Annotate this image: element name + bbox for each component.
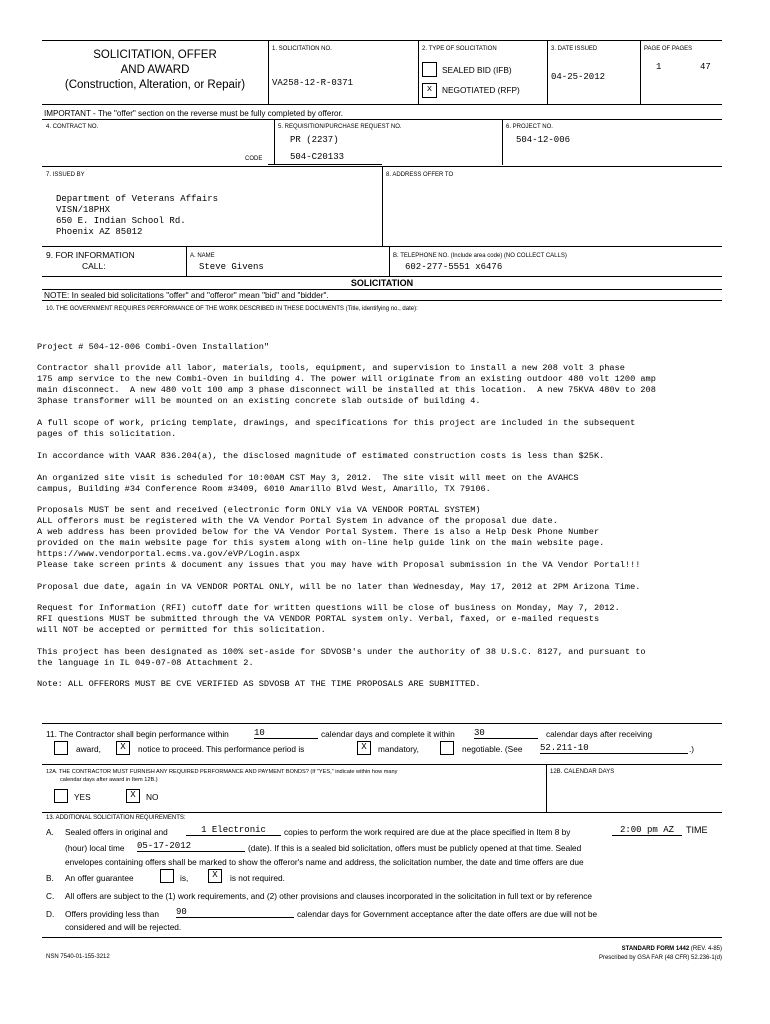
negotiable-label: negotiable. (See <box>462 744 523 754</box>
requisition-number: 504-C20133 <box>290 152 345 162</box>
issued-by-address <box>56 194 218 238</box>
issued-by-line: Phoenix AZ 85012 <box>56 227 143 237</box>
item13-letter-a: A. <box>46 827 54 837</box>
top-border <box>42 40 722 41</box>
item12a-label-2: calendar days after award in Item 12B.) <box>60 777 158 783</box>
project-no: 504-12-006 <box>516 135 571 145</box>
total-pages: 47 <box>700 62 711 72</box>
solicitation-no: VA258-12-R-0371 <box>272 78 354 88</box>
telephone: 602-277-5551 x6476 <box>405 262 503 272</box>
contract-no-label: 4. CONTRACT NO. <box>46 124 99 130</box>
item13-d-text-2: calendar days for Government acceptance after the date offers are due will not be <box>297 909 598 919</box>
telephone-label: B. TELEPHONE NO. (Include area code) (NO COLLECT CALLS) <box>393 253 567 259</box>
guarantee-not-label: is not required. <box>230 873 285 883</box>
days-complete-field[interactable]: 30 <box>474 728 538 739</box>
date-issued-label: 3. DATE ISSUED <box>551 46 598 52</box>
guarantee-not-checkbox[interactable]: X <box>208 869 222 883</box>
form-name: STANDARD FORM 1442 <box>621 946 690 952</box>
form-prescribed: Prescribed by GSA FAR (48 CFR) 52.236-1(d) <box>598 955 722 961</box>
page-number: 1 <box>656 62 662 72</box>
see-reference-field[interactable]: 52.211-10 <box>540 743 688 754</box>
item13-letter-c: C. <box>46 891 55 901</box>
time-label: TIME <box>686 825 708 835</box>
solicitation-heading: SOLICITATION <box>350 278 414 288</box>
negotiated-label: NEGOTIATED (RFP) <box>442 85 520 95</box>
issued-by-line: VISN/18PHX <box>56 205 111 215</box>
mandatory-label: mandatory, <box>378 744 419 754</box>
code-label: CODE <box>245 156 263 162</box>
form-revision: (REV. 4-85) <box>690 946 722 952</box>
work-paragraph-documents: A full scope of work, pricing template, drawings, and specifications for this project are included in the subsequent pages of this solicitation. <box>37 418 636 439</box>
info-label-1: 9. FOR INFORMATION <box>46 250 135 260</box>
item10-label: 10. THE GOVERNMENT REQUIRES PERFORMANCE OF THE WORK DESCRIBED IN THESE DOCUMENTS (Title, identifying no., date): <box>46 306 418 312</box>
issued-by-label: 7. ISSUED BY <box>46 172 85 178</box>
sealed-bid-label: SEALED BID (IFB) <box>442 65 512 75</box>
notice-label: notice to proceed. This performance period is <box>138 744 305 754</box>
work-paragraph-due-date: Proposal due date, again in VA VENDOR PORTAL ONLY, will be no later than Wednesday, May 17, 2012 at 2PM Arizona Time. <box>37 582 641 592</box>
copies-field[interactable]: 1 Electronic <box>186 825 281 836</box>
contact-name: Steve Givens <box>199 262 264 272</box>
guarantee-is-checkbox[interactable] <box>160 869 174 883</box>
name-label: A. NAME <box>190 253 215 259</box>
sealed-bid-note: NOTE: In sealed bid solicitations "offer" and "offeror" mean "bid" and "bidder". <box>44 290 329 300</box>
work-paragraph-site-visit: An organized site visit is scheduled for 10:00AM CST May 3, 2012. The site visit will meet on the AVAHCS campus, Building #34 Conference Room #3409, 6010 Amarillo Blvd West, Amarillo, TX 79106. <box>37 473 579 494</box>
item11-text-2: calendar days and complete it within <box>321 729 455 739</box>
item13-a-text-3: (hour) local time <box>65 843 125 853</box>
item13-a-text-1: Sealed offers in original and <box>65 827 168 837</box>
negotiated-checkbox[interactable]: x <box>422 83 437 98</box>
date-issued: 04-25-2012 <box>551 72 606 82</box>
address-offer-label: 8. ADDRESS OFFER TO <box>386 172 454 178</box>
item12a-label-1: 12A. THE CONTRACTOR MUST FURNISH ANY REQUIRED PERFORMANCE AND PAYMENT BONDS? (If "YES," indicate within how many <box>46 769 398 775</box>
bonds-yes-checkbox[interactable] <box>54 789 68 803</box>
form-title <box>42 48 268 93</box>
item13-label: 13. ADDITIONAL SOLICITATION REQUIREMENTS: <box>46 815 186 821</box>
item13-d-text-1: Offers providing less than <box>65 909 159 919</box>
issued-by-line: Department of Veterans Affairs <box>56 194 219 204</box>
item11-text-3: calendar days after receiving <box>546 729 653 739</box>
item13-b-text: An offer guarantee <box>65 873 134 883</box>
bonds-no-checkbox[interactable]: X <box>126 789 140 803</box>
project-no-label: 6. PROJECT NO. <box>506 124 553 130</box>
award-label: award, <box>76 744 101 754</box>
requisition-label: 5. REQUISITION/PURCHASE REQUEST NO. <box>278 124 402 130</box>
mandatory-checkbox[interactable]: X <box>357 741 371 755</box>
bonds-no-label: NO <box>146 792 159 802</box>
work-paragraph-scope: Contractor shall provide all labor, materials, tools, equipment, and supervision to install a new 208 volt 3 phase 175 amp service to the new Combi-Oven in building 4. The power will originate from an existing outdoor 480 volt 1200 amp main disconnect. A new 480 volt 100 amp 3 phase disconnect will be installed at this location. A new 75KVA 480v to 208 3phase transformer will be mounted on an existing concrete slab outside of building 4. <box>37 363 656 406</box>
info-label-2: CALL: <box>82 261 106 271</box>
item13-a-text-4: (date). If this is a sealed bid solicitation, offers must be publicly opened at that time. Sealed <box>248 843 582 853</box>
solicitation-no-label: 1. SOLICITATION NO. <box>272 46 332 52</box>
item13-c-text: All offers are subject to the (1) work requirements, and (2) other provisions and clauses incorporated in the solicitation in full text or by reference <box>65 891 592 901</box>
form-title-line3: (Construction, Alteration, or Repair) <box>64 79 246 91</box>
nsn-number: NSN 7540-01-155-3212 <box>46 954 110 960</box>
item12b-label: 12B. CALENDAR DAYS <box>550 769 615 775</box>
item13-d-text-3: considered and will be rejected. <box>65 922 182 932</box>
item13-a-text-5: envelopes containing offers shall be marked to show the offeror's name and address, the solicitation number, the date and time offers are due <box>65 857 584 867</box>
award-checkbox[interactable] <box>54 741 68 755</box>
notice-to-proceed-checkbox[interactable]: X <box>116 741 130 755</box>
work-paragraph-cve-note: Note: ALL OFFERORS MUST BE CVE VERIFIED AS SDVOSB AT THE TIME PROPOSALS ARE SUBMITTED. <box>37 679 481 689</box>
item11-text-1: 11. The Contractor shall begin performance within <box>46 729 229 739</box>
type-of-solicitation-label: 2. TYPE OF SOLICITATION <box>422 46 497 52</box>
form-title-line1: SOLICITATION, OFFER <box>93 49 217 61</box>
page-of-pages-label: PAGE OF PAGES <box>644 46 693 52</box>
item13-letter-b: B. <box>46 873 54 883</box>
work-paragraph-rfi: Request for Information (RFI) cutoff date for written questions will be close of business on Monday, May 7, 2012. RFI questions MUST be submitted through the VA VENDOR PORTAL system only. Verbal, faxed, or e-mailed requests will NOT be accepted or permitted for this solicitation. <box>37 603 620 635</box>
bonds-yes-label: YES <box>74 792 91 802</box>
work-paragraph-proposals: Proposals MUST be sent and received (electronic form ONLY via VA VENDOR PORTAL SYSTEM) ALL offerors must be registered with the VA Vendor Portal System in advance of the proposal due date. A web address has been provided below for the VA Vendor Portal System. There is also a Help Desk Phone Number provided on the main website page for this system along with on-line help guide link on the main website page. https://www.vendorportal.ecms.va.gov/eVP/Login.aspx Please take screen prints & document any issues that you may have with Proposal submission in the VA Vendor Portal!!! <box>37 505 641 570</box>
guarantee-is-label: is, <box>180 873 189 883</box>
days-begin-field[interactable]: 10 <box>254 728 318 739</box>
negotiable-checkbox[interactable] <box>440 741 454 755</box>
issued-by-line: 650 E. Indian School Rd. <box>56 216 186 226</box>
work-paragraph-set-aside: This project has been designated as 100% set-aside for SDVOSB's under the authority of 38 U.S.C. 8127, and pursuant to the language in IL 049-07-08 Attachment 2. <box>37 647 646 668</box>
form-title-line2: AND AWARD <box>120 64 190 76</box>
requisition-pr: PR (2237) <box>290 135 339 145</box>
important-notice: IMPORTANT - The "offer" section on the reverse must be fully completed by offeror. <box>44 109 344 118</box>
acceptance-days-field[interactable]: 90 <box>176 907 294 918</box>
due-time-field[interactable]: 2:00 pm AZ <box>612 825 682 836</box>
work-title: Project # 504-12-006 Combi-Oven Installation" <box>37 342 270 352</box>
see-reference-close: .) <box>689 744 695 754</box>
sealed-bid-checkbox[interactable] <box>422 62 437 77</box>
work-paragraph-magnitude: In accordance with VAAR 836.204(a), the disclosed magnitude of estimated construction costs is less than $25K. <box>37 451 605 461</box>
due-date-field[interactable]: 05-17-2012 <box>137 841 245 852</box>
item13-a-text-2: copies to perform the work required are due at the place specified in Item 8 by <box>284 827 571 837</box>
item13-letter-d: D. <box>46 909 55 919</box>
form-identifier <box>520 945 722 963</box>
